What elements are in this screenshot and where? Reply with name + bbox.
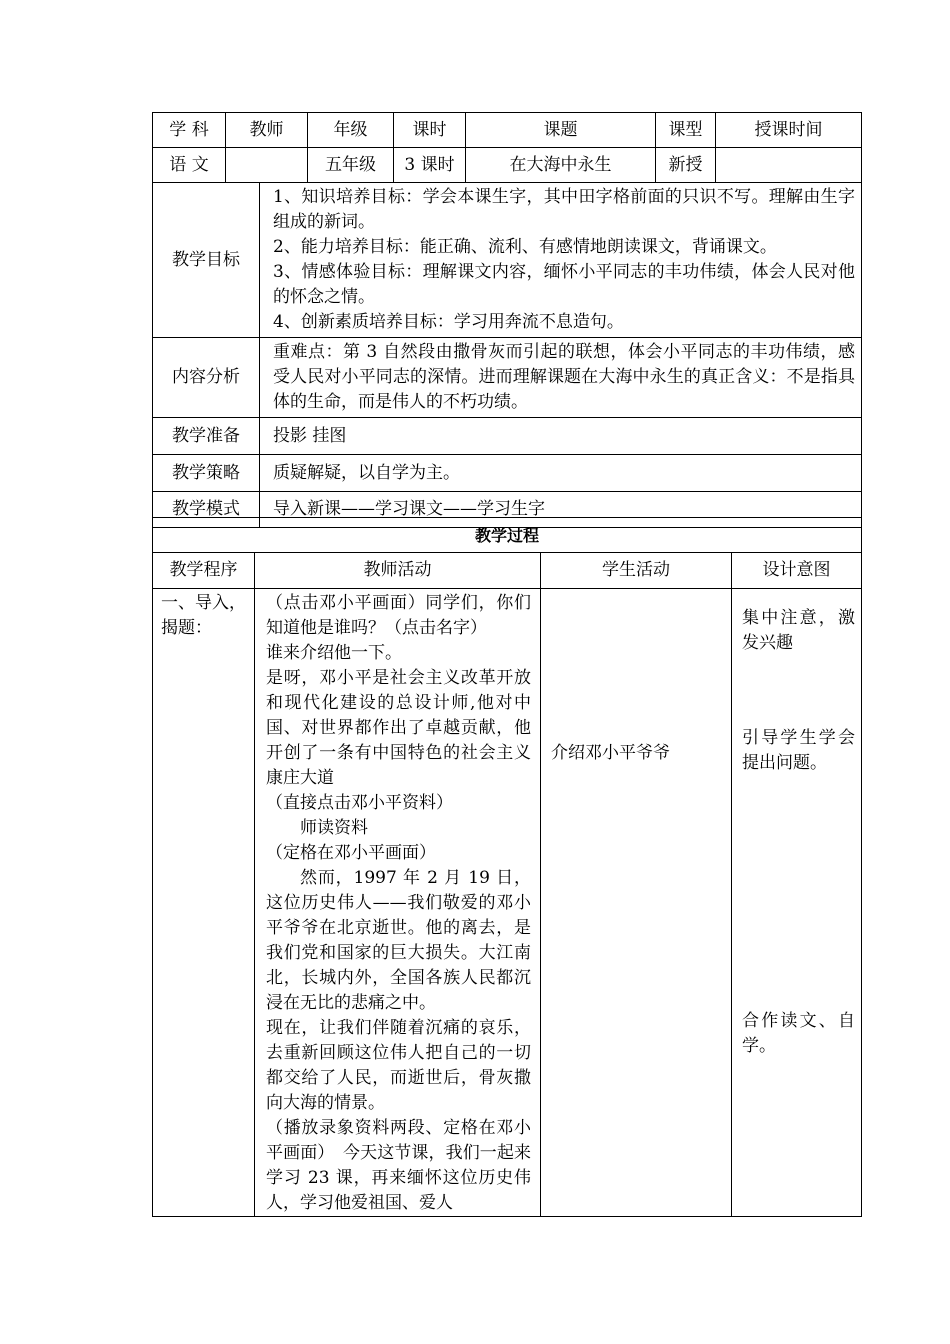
type-value: 新授 [656,148,716,183]
student-text: 介绍邓小平爷爷 [551,743,670,763]
teacher-line: （定格在邓小平画面） [266,843,436,863]
goal-line: 3、情感体验目标：理解课文内容，缅怀小平同志的丰功伟绩，体会人民对他的怀念之情。 [273,262,855,307]
grade-value: 五年级 [308,148,394,183]
strategy-text: 质疑解疑，以自学为主。 [260,455,862,492]
lesson-goals-table [152,182,862,528]
process-title: 教学过程 [153,518,862,553]
goal-line: 1、知识培养目标：学会本课生字，其中田字格前面的只识不写。理解由生字组成的新词。 [273,187,855,232]
analysis-label: 内容分析 [153,338,260,418]
teacher-label: 教师 [226,113,308,148]
teacher-line: 然而，1997 年 2 月 19 日，这位历史伟人——我们敬爱的邓小平爷爷在北京逝世。他的离去，是我们党和国家的巨大损失。大江南北，长城内外，全国各族人民都沉浸在无比的悲痛之中。 [266,868,531,1013]
design-text-2: 引导学生学会提出问题。 [742,728,856,773]
analysis-text: 重难点：第 3 自然段由撒骨灰而引起的联想，体会小平同志的丰功伟绩，感受人民对小平同志的深情。进而理解课题在大海中永生的真正含义：不是指具体的生命，而是伟人的不朽功绩。 [260,338,862,418]
grade-label: 年级 [308,113,394,148]
teacher-value [226,148,308,183]
subject-label: 学 科 [153,113,226,148]
goals-label: 教学目标 [153,183,260,338]
goals-content [260,183,862,338]
type-label: 课型 [656,113,716,148]
goal-line: 2、能力培养目标：能正确、流利、有感情地朗读课文，背诵课文。 [273,237,777,257]
teacher-activity [255,589,541,1217]
teacher-line: 是呀，邓小平是社会主义改革开放和现代化建设的总设计师,他对中国、对世界都作出了卓越贡献，他开创了一条有中国特色的社会主义康庄大道 [266,668,531,788]
teacher-line: 现在，让我们伴随着沉痛的哀乐，去重新回顾这位伟人把自己的一切都交给了人民，而逝世后，骨灰撒向大海的情景。 [266,1018,531,1113]
topic-value: 在大海中永生 [466,148,656,183]
goal-line: 4、创新素质培养目标：学习用奔流不息造句。 [273,312,624,332]
design-text-3: 合作读文、自学。 [742,1011,856,1056]
lesson-info-table [152,112,862,183]
time-value [716,148,862,183]
hours-value: 3 课时 [394,148,466,183]
spacer [551,589,725,741]
mode-text: 导入新课——学习课文——学习生字 [260,492,862,528]
mode-label: 教学模式 [153,492,260,528]
time-label: 授课时间 [716,113,862,148]
teacher-line: （直接点击邓小平资料） [266,793,453,813]
design-intent [732,589,862,1217]
step-text: 一、导入，揭题： [161,593,246,638]
student-activity [541,589,732,1217]
col-design: 设计意图 [732,553,862,589]
teaching-process-table [152,517,862,1217]
spacer [742,656,855,726]
col-student: 学生活动 [541,553,732,589]
teacher-line: 师读资料 [300,818,368,838]
subject-value: 语 文 [153,148,226,183]
spacer [742,776,855,1009]
topic-label: 课题 [466,113,656,148]
prep-label: 教学准备 [153,418,260,455]
hours-label: 课时 [394,113,466,148]
prep-text: 投影 挂图 [260,418,862,455]
teacher-line: 谁来介绍他一下。 [266,643,402,663]
strategy-label: 教学策略 [153,455,260,492]
step-cell [153,589,255,1217]
teacher-line: （点击邓小平画面）同学们，你们知道他是谁吗？（点击名字） [266,593,531,638]
col-teacher: 教师活动 [255,553,541,589]
teacher-line: （播放录象资料两段、定格在邓小平画面） 今天这节课，我们一起来学习 23 课，再来缅怀这位历史伟人，学习他爱祖国、爱人 [266,1118,531,1213]
col-program: 教学程序 [153,553,255,589]
spacer [742,589,855,606]
design-text-1: 集中注意，激发兴趣 [742,608,856,653]
